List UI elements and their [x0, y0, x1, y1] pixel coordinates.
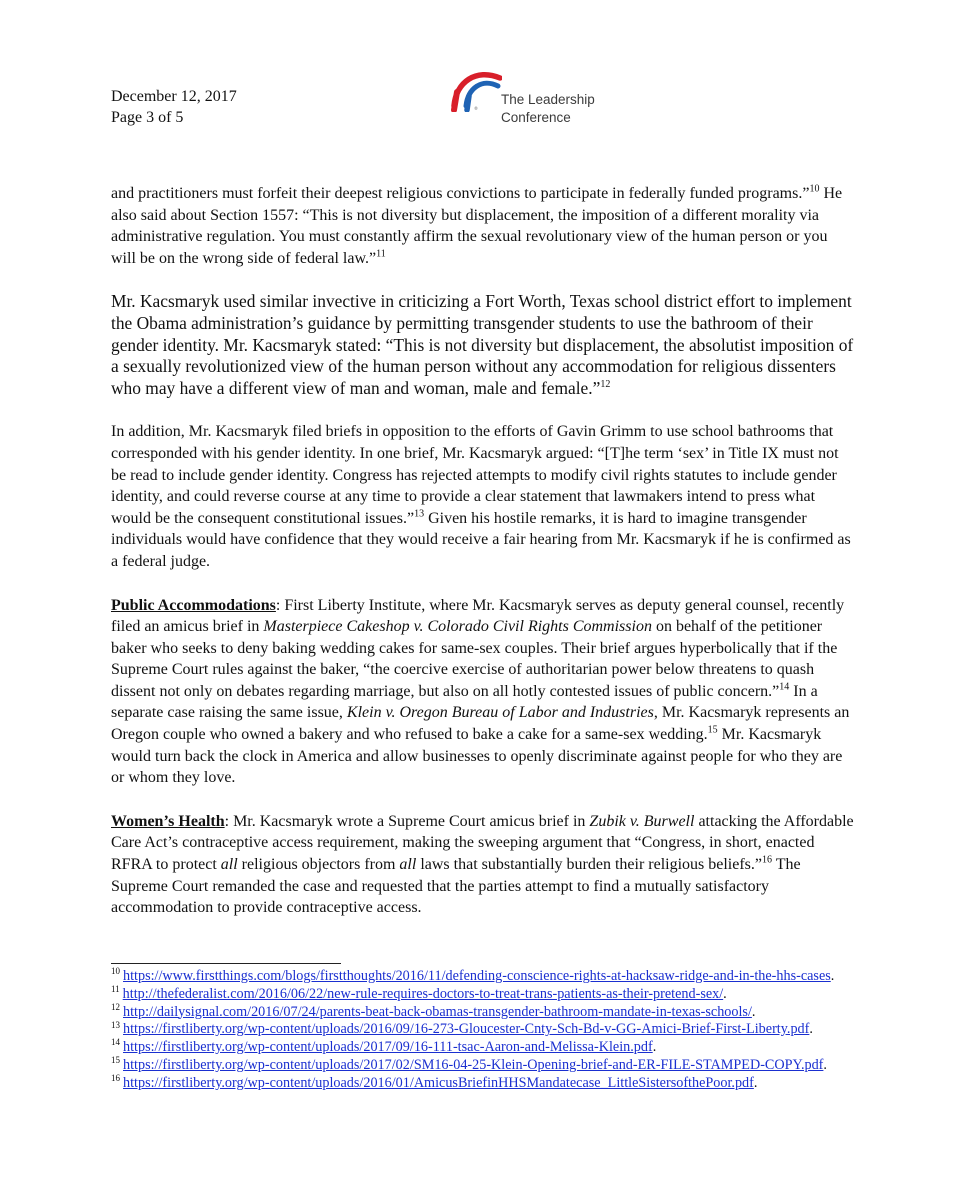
case-name: Zubik v. Burwell [589, 812, 695, 830]
text: He also said about Section 1557: “This is not diversity but displacement, the imposition of a different morality via administrative regulation. You must constantly affirm the sexual revolutionary view of the human person or you will be on the wrong side of federal law.” [111, 185, 843, 267]
emphasis: all [220, 856, 238, 874]
svg-text:®: ® [474, 106, 478, 111]
footnotes [111, 968, 871, 1093]
logo-line-2: Conference [501, 110, 571, 125]
text: and practitioners must forfeit their deepest religious convictions to participate in federally funded programs.” [111, 185, 810, 202]
logo-text [501, 91, 595, 127]
footnote-link[interactable]: https://firstliberty.org/wp-content/uploads/2016/09/16-273-Gloucester-Cnty-Sch-Bd-v-GG-Amici-Brief-First-Liberty.pdf [123, 1021, 810, 1038]
footnote [111, 1075, 871, 1093]
footnote-number: 10 [111, 966, 120, 977]
footnote-divider [111, 963, 341, 964]
footnote [111, 1039, 871, 1057]
footnote-ref-16: 16 [762, 854, 773, 866]
paragraph-womens-health [111, 811, 856, 919]
section-label: Women’s Health [111, 812, 225, 830]
text: . [830, 968, 835, 984]
footnote-link[interactable]: http://thefederalist.com/2016/06/22/new-rule-requires-doctors-to-treat-trans-patients-as-their-pretend-sex/ [122, 985, 724, 1002]
text: . [723, 985, 727, 1002]
footnote-number: 13 [111, 1019, 120, 1030]
text: , Mr. Kacsmaryk represents an Oregon couple who owned a bakery and who refused to bake a cake for a same-sex wedding. [111, 704, 850, 744]
text: In addition, Mr. Kacsmaryk filed briefs in opposition to the efforts of Gavin Grimm to use school bathrooms that corresponded with his gender identity. In one brief, Mr. Kacsmaryk argued: “[T]he term ‘sex’ in Title IX must not be read to include gender identity. Congress has rejected attempts to modify civil rights statutes to include gender identity, and could reverse course at any time to provide a clear statement that lawmakers intend to press what would be the consequent constitutional issues.” [111, 423, 839, 527]
text: Mr. Kacsmaryk used similar invective in criticizing a Fort Worth, Texas school district effort to implement the Obama administration’s guidance by permitting transgender students to use the bathroom of their gender identity. Mr. Kacsmaryk stated: “This is not diversity but displacement, the absolutist imposition of a sexually revolutionized view of the human person without any accommodation for religious dissenters who may have a different view of man and woman, male and female.” [111, 291, 854, 398]
footnote-ref-11: 11 [376, 248, 386, 260]
text: laws that substantially burden their religious beliefs.” [416, 856, 763, 874]
case-name: Klein v. Oregon Bureau of Labor and Industries [346, 704, 654, 722]
text: Given his hostile remarks, it is hard to imagine transgender individuals would have confidence that they would receive a fair hearing from Mr. Kacsmaryk if he is confirmed as a federal judge. [111, 509, 851, 570]
letter-date: December 12, 2017 [111, 88, 237, 105]
footnote-number: 12 [111, 1001, 120, 1012]
logo-mark-icon [448, 66, 502, 112]
footnote-link[interactable]: https://www.firstthings.com/blogs/firstthoughts/2016/11/defending-conscience-rights-at-hacksaw-ridge-and-in-the-hhs-cases [123, 968, 831, 984]
footnote-ref-15: 15 [707, 724, 718, 736]
footnote-ref-10: 10 [809, 183, 820, 195]
footnote-link[interactable]: http://dailysignal.com/2016/07/24/parents-beat-back-obamas-transgender-bathroom-mandate-in-texas-schools/ [123, 1003, 752, 1020]
footnote-number: 14 [111, 1037, 120, 1048]
text: attacking the Affordable Care Act’s contraceptive access requirement, making the sweeping argument that “Congress, in short, enacted RFRA to protect [111, 812, 854, 874]
text: Mr. Kacsmaryk would turn back the clock in America and allow businesses to openly discriminate against people for who they are or whom they love. [111, 726, 843, 787]
footnote-link[interactable]: https://firstliberty.org/wp-content/uploads/2016/01/AmicusBriefinHHSMandatecase_LittleSistersofthePoor.pdf [123, 1074, 754, 1091]
text: : First Liberty Institute, where Mr. Kacsmaryk serves as deputy general counsel, recently filed an amicus brief in [111, 596, 845, 636]
footnote-link[interactable]: https://firstliberty.org/wp-content/uploads/2017/09/16-111-tsac-Aaron-and-Melissa-Klein.pdf [123, 1039, 653, 1056]
footnote [111, 968, 871, 986]
text: . [753, 1074, 758, 1091]
letter-body [111, 183, 856, 941]
text: The Supreme Court remanded the case and requested that the parties attempt to find a mutually satisfactory accommodation to provide contraceptive access. [111, 856, 801, 917]
footnote-ref-12: 12 [600, 378, 611, 390]
text: . [652, 1039, 657, 1056]
footnote [111, 986, 871, 1004]
footnote-number: 11 [111, 984, 120, 995]
footnote [111, 1057, 871, 1075]
text: . [751, 1003, 756, 1020]
footnote [111, 1001, 871, 1022]
text: . [823, 1056, 827, 1073]
leadership-conference-logo [448, 66, 608, 136]
paragraph-3 [111, 421, 856, 572]
footnote-link[interactable]: https://firstliberty.org/wp-content/uploads/2017/02/SM16-04-25-Klein-Opening-brief-and-ER-FILE-STAMPED-COPY.pdf [123, 1056, 824, 1073]
emphasis: all [399, 856, 417, 874]
page-header [111, 86, 237, 128]
footnote-number: 15 [111, 1055, 120, 1066]
text: . [809, 1021, 813, 1038]
paragraph-public-accommodations [111, 595, 856, 789]
case-name: Masterpiece Cakeshop v. Colorado Civil Rights Commission [263, 618, 652, 636]
section-label: Public Accommodations [111, 596, 276, 614]
text: religious objectors from [237, 856, 400, 874]
paragraph-1 [111, 183, 856, 269]
text: : Mr. Kacsmaryk wrote a Supreme Court amicus brief in [224, 812, 590, 830]
footnote-ref-13: 13 [414, 508, 425, 520]
page-number: Page 3 of 5 [111, 109, 184, 126]
paragraph-2 [111, 291, 856, 399]
logo-line-1: The Leadership [501, 92, 595, 107]
footnote [111, 1021, 871, 1039]
text: In a separate case raising the same issue, [111, 682, 818, 722]
text: on behalf of the petitioner baker who seeks to deny baking wedding cakes for same-sex couples. Their brief argues hyperbolically that if the Supreme Court rules against the baker, “the coercive exercise of authoritarian power below threatens to quash dissent not only on debates regarding marriage, but also on all hotly contested issues of public concern.” [111, 618, 838, 700]
footnote-ref-14: 14 [779, 681, 790, 693]
footnote-number: 16 [111, 1073, 120, 1084]
